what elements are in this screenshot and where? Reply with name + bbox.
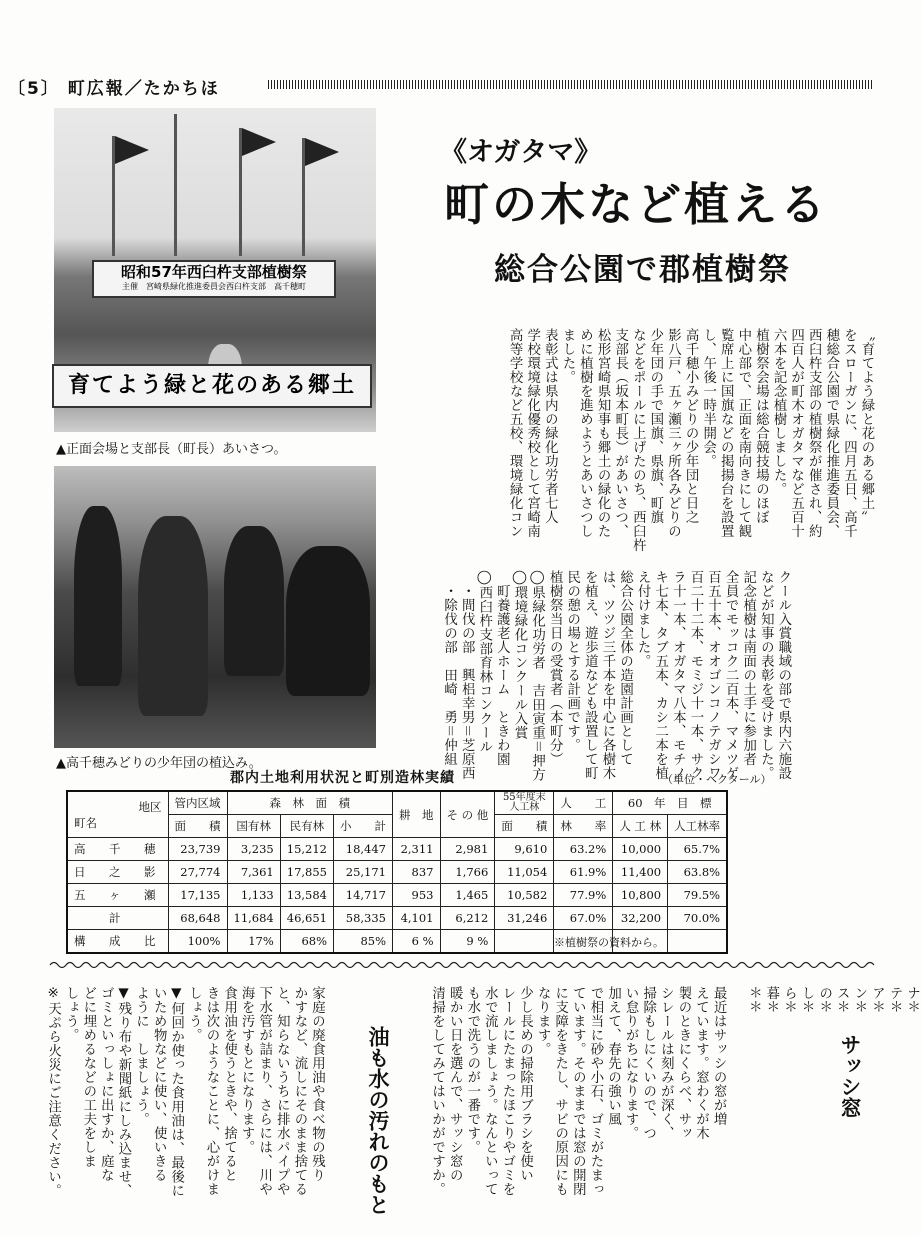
- table-cell: 70.0%: [668, 907, 728, 930]
- header-corner: [67, 791, 168, 838]
- table-cell: [495, 930, 554, 954]
- photo2-caption: ▲高千穂みどりの少年団の植込み。: [56, 756, 262, 771]
- header-kannai-menseki: 面 積: [168, 815, 227, 838]
- table-cell: 100%: [168, 930, 227, 954]
- header-dotted-rule: [268, 80, 872, 89]
- article-text-part1: 〝育てよう緑と花のある郷土〟 をスローガンに、四月五日、高千 穂総合公園で県緑化推進委員会、 西臼杵支部の植樹祭が催され、約 四百人が町木オガタマなど五百十 六本を記念植樹しました。 植樹祭会場は総合競技場のほぼ 中心部で、正面を南向きにして観 覧席上に国旗などの掲揚台を設置 し、午後一時半開会。 高千穂小みどりの少年団と日之 影八戸、五ヶ瀬三ヶ所各みどりの 少年団の手で国旗、県旗、町旗 などをポールに上げたのち、西臼杵 支部長（坂本町長）があいさつ、 松形宮崎県知事も郷土の緑化のた めに植樹を進めようとあいさつし ました。 表彰式は県内の緑化功労者七人 学校環境緑化優秀校として宮崎南 高等学校など五校、環境緑化コン: [507, 328, 874, 552]
- sash-heading: サッシ窓: [838, 1034, 862, 1118]
- table-cell: 65.7%: [668, 838, 728, 861]
- header-minyu: 民有林: [280, 815, 333, 838]
- table-note: ※植樹祭の資料から。: [554, 936, 664, 949]
- table-cell: 17%: [227, 930, 280, 954]
- table-cell: 953: [393, 884, 441, 907]
- table-cell: 77.9%: [554, 884, 613, 907]
- table-cell: 6,212: [440, 907, 495, 930]
- table-cell: 85%: [334, 930, 393, 954]
- row-name: 五 ヶ 瀬: [67, 884, 168, 907]
- header-jinko: 人 工: [554, 791, 613, 815]
- headline-deck: 総合公園で郡植樹祭: [494, 252, 791, 288]
- header-corner-bottom: 町名: [74, 815, 97, 830]
- table-cell: 79.5%: [668, 884, 728, 907]
- row-name: 日 之 影: [67, 861, 168, 884]
- sash-column-text: ナ＊ テ＊ ア＊ ン＊ ス＊ の＊ し＊ ら＊ 暮＊ ＊＊ 最近はサッシの窓が増 えています。窓わくが木 製のときにくらべ、サッ シレールは刻みが深く、 掃除もしにくいので、つ い怠りがちになります。 加えて、春先の強い風 で相当に砂や小石、ゴミがたまっ ています。そのままでは窓の開閉 に支障をきたし、サビの原因にも なります。 少し長めの掃除用ブラシを使い レールにたまったほこりやゴミを 水で流しましょう。なんといって も水で洗うのが一番です。 暖かい日を選んで、サッシ窓の 清掃をしてみてはいかがですか。: [429, 986, 920, 1196]
- table-cell: 25,171: [334, 861, 393, 884]
- header-corner-top: 地区: [138, 799, 162, 814]
- photo-planting: [54, 466, 376, 748]
- table-row: [67, 838, 727, 861]
- table-cell: 14,717: [334, 884, 393, 907]
- table-cell: 2,311: [393, 838, 441, 861]
- header-55-line2: 人工林: [509, 802, 540, 813]
- planter-figure: [224, 526, 284, 676]
- table-cell: 18,447: [334, 838, 393, 861]
- header-60-jinkorinritsu: 人工林率: [668, 815, 728, 838]
- table-cell: 11,400: [613, 861, 668, 884]
- ceremony-banner-organizer: 主催 宮崎県緑化推進委員会西臼杵支部 高千穂町: [122, 282, 306, 291]
- table-cell: 1,133: [227, 884, 280, 907]
- table-cell: 58,335: [334, 907, 393, 930]
- flag-pole: [174, 114, 177, 256]
- header-55-menseki: 面 積: [495, 815, 554, 838]
- table-cell: 9 %: [440, 930, 495, 954]
- table-cell: 1,766: [440, 861, 495, 884]
- table-row: [67, 907, 727, 930]
- table-cell: 1,465: [440, 884, 495, 907]
- header-60: 60 年 目 標: [613, 791, 727, 815]
- table-cell: 15,212: [280, 838, 333, 861]
- table-cell: 63.8%: [668, 861, 728, 884]
- table-row: [67, 861, 727, 884]
- row-name: 構 成 比: [67, 930, 168, 954]
- row-name: 計: [67, 907, 168, 930]
- table-cell: [668, 930, 728, 954]
- table-cell: 63.2%: [554, 838, 613, 861]
- table-cell: 9,610: [495, 838, 554, 861]
- table-cell: 17,855: [280, 861, 333, 884]
- land-use-table: [66, 790, 728, 954]
- header-55-line1: 55年度末: [502, 792, 546, 803]
- table-cell: 4,101: [393, 907, 441, 930]
- flag: [115, 136, 149, 164]
- table-cell: 11,054: [495, 861, 554, 884]
- bottom-column: [44, 986, 920, 1231]
- table-cell: 11,684: [227, 907, 280, 930]
- table-cell: 32,200: [613, 907, 668, 930]
- table-cell: 46,651: [280, 907, 333, 930]
- table-cell: 10,800: [613, 884, 668, 907]
- oil-heading: 油も水の汚れのもと: [366, 1026, 390, 1215]
- table-cell: 6 %: [393, 930, 441, 954]
- planter-figure: [74, 506, 122, 686]
- headline-main: 町の木など植える: [444, 178, 829, 231]
- table-cell: 13,584: [280, 884, 333, 907]
- header-kokuyu: 国有林: [227, 815, 280, 838]
- header-kannai: 管内区域: [168, 791, 227, 815]
- table-cell: 837: [393, 861, 441, 884]
- ceremony-banner-title: 昭和57年西臼杵支部植樹祭: [121, 263, 307, 281]
- table-row: [67, 884, 727, 907]
- header-sonota: そ の 他: [440, 791, 495, 838]
- header-kouchi: 耕 地: [393, 791, 441, 838]
- table-cell: 68%: [280, 930, 333, 954]
- table-title: 郡内土地利用状況と町別造林実績: [230, 770, 455, 786]
- table-cell: 10,582: [495, 884, 554, 907]
- planter-figure: [138, 516, 208, 716]
- table-cell: 27,774: [168, 861, 227, 884]
- table-cell: 3,235: [227, 838, 280, 861]
- wave-divider: [50, 960, 874, 970]
- planter-figure: [286, 546, 370, 696]
- flag: [305, 138, 339, 166]
- headline-kicker: 《オガタマ》: [440, 137, 602, 168]
- flag: [242, 128, 276, 156]
- table-header-row: [67, 791, 727, 815]
- table-cell: 7,361: [227, 861, 280, 884]
- table-cell: 2,981: [440, 838, 495, 861]
- page-header-label: 〔5〕 町広報／たかちほ: [8, 79, 220, 99]
- table-cell: 31,246: [495, 907, 554, 930]
- row-name: 高 千 穂: [67, 838, 168, 861]
- table-cell: 10,000: [613, 838, 668, 861]
- table-cell: 67.0%: [554, 907, 613, 930]
- table-cell: 61.9%: [554, 861, 613, 884]
- table-cell: 17,135: [168, 884, 227, 907]
- table-unit: （単位・ヘクタール）: [662, 773, 772, 786]
- article-text-part2: クール入賞職域の部で県内六施設 などが知事の表彰を受けました。 記念植樹は南面の土手に参加者 全員でモッコク二百本、マメツゲ 百五十本、オオゴンコノテガシワ 百二十二本、モミジ十一本、サク ラ十一本、オガタマ八本、モチノ キ七本、タブ五本、カシ二本を植 え付けました。 総合公園全体の造園計画として は、ツツジ三千本を中心に各樹木 を植え、遊歩道なども設置して町 民の憩の場とする計画です。 植樹祭当日の受賞者（本町分） ◯県緑化功労者 吉田寅重＝押方 ◯環境緑化コンクール入賞 町養護老人ホーム ときわ園 ◯西臼杵支部育林コンクール ・間伐の部 興梠幸男＝芝原西 ・除伐の部 田崎 勇＝仲組: [441, 570, 791, 782]
- photo-opening-ceremony: [54, 108, 376, 432]
- table-cell: 68,648: [168, 907, 227, 930]
- photo1-caption: ▲正面会場と支部長（町長）あいさつ。: [56, 442, 287, 457]
- table-cell: 23,739: [168, 838, 227, 861]
- header-shokei: 小 計: [334, 815, 393, 838]
- header-60-jinkorin: 人 工 林: [613, 815, 668, 838]
- oil-column-text: 家庭の廃食用油や食べ物の残り かすなど、流しにそのまま捨てる と、知らないうちに排水パイプや 下水管が詰まり、さらには、川や 海を汚すもとになります。 食用油を使うときや、捨てると きは次のようなことに、心がけま しょう。 ▼何回か使った食用油は、最後に いため物などに使い、使いきる ように しましょう。 ▼残り布や新聞紙にしみ込ませ、 ゴミといっしょに出すか、庭な どに埋めるなどの工夫をしま しょう。 ※天ぷら火災にご注意ください。: [45, 986, 325, 1198]
- header-jinko-rinritsu: 林 率: [554, 815, 613, 838]
- ceremony-banner: [92, 260, 336, 298]
- header-55: [495, 791, 554, 815]
- header-shinrin: 森 林 面 積: [227, 791, 393, 815]
- slogan-banner: 育てよう緑と花のある郷土: [52, 364, 372, 408]
